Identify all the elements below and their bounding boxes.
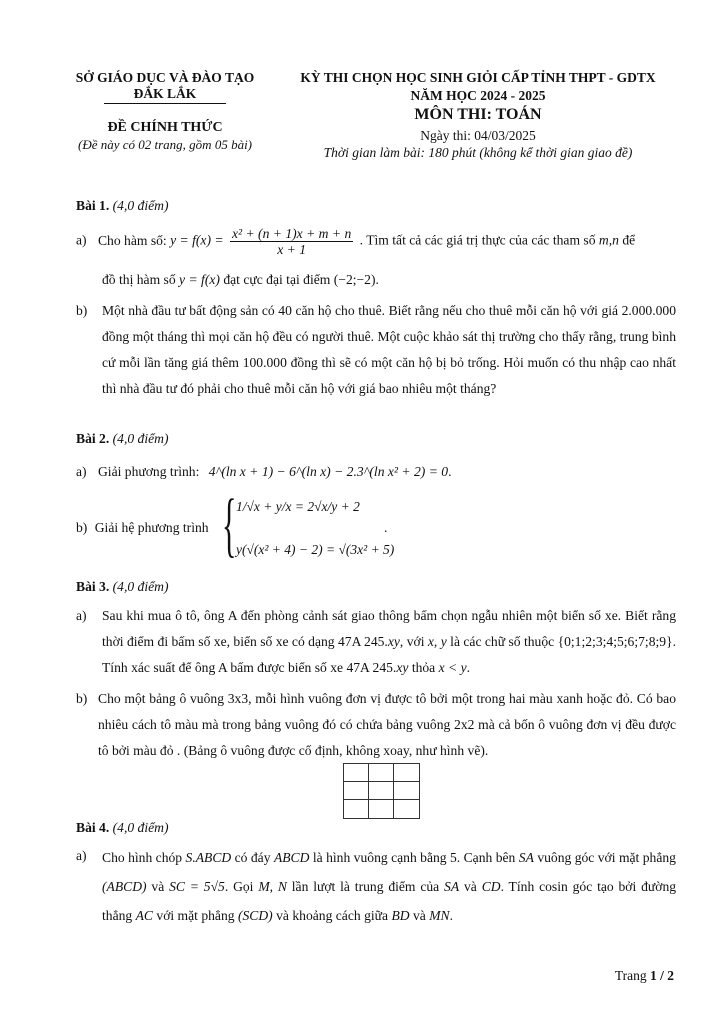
bai4-a-t12: với mặt phẳng: [156, 908, 235, 923]
bai3-points: (4,0 điểm): [112, 579, 169, 594]
bai4-a-t3: là hình vuông cạnh bằng 5. Cạnh bên: [312, 850, 516, 865]
bai4-a-scd: (SCD): [237, 908, 273, 923]
grid-line: [344, 799, 419, 800]
header-underline: [104, 103, 226, 104]
bai3-a-text4: . Tính xác suất để ông A bấm được biển số xe 47A 245.: [102, 634, 676, 675]
bai1-a-text4: đồ thị hàm số: [102, 272, 176, 287]
bai3-heading: [76, 574, 169, 600]
exam-duration: Thời gian làm bài: 180 phút (không kể thời gian giao đề): [323, 145, 633, 160]
bai4-a-t2: có đáy: [234, 850, 271, 865]
bai4-a-t6: và: [151, 879, 165, 894]
exam-title: KỲ THI CHỌN HỌC SINH GIỎI CẤP TỈNH THPT - GDTX: [300, 70, 656, 85]
page-prefix: Trang: [614, 968, 647, 983]
pages-note: (Đề này có 02 trang, gồm 05 bài): [77, 137, 253, 152]
bai4-a-t13: và khoảng cách giữa: [276, 908, 389, 923]
bai4-a: [76, 843, 676, 930]
bai2-a-label: a): [76, 464, 87, 479]
bai1-a-text2: . Tìm tất cả các giá trị thực của các tham số: [359, 232, 596, 248]
bai2-points: (4,0 điểm): [112, 431, 169, 446]
bai2-title: Bài 2.: [76, 431, 110, 446]
subject-title: MÔN THI: TOÁN: [414, 106, 542, 123]
bai2-b-eq1: 1/√x + y/x = 2√x/y + 2: [236, 499, 360, 514]
bai2-a-text: Giải phương trình:: [97, 464, 200, 479]
bai1-a-frac-den: x + 1: [277, 242, 307, 257]
system-brace: {: [222, 486, 237, 566]
bai4-a-t5: mặt phẳng: [618, 850, 676, 865]
bai4-a-t1: Cho hình chóp: [102, 850, 183, 865]
bai1-a-yfx: y = f(x): [179, 272, 220, 287]
bai3-title: Bài 3.: [76, 579, 110, 594]
bai3-a-text3: là các chữ số thuộc: [450, 634, 555, 649]
bai4-heading: [76, 815, 169, 841]
bai2-b-eq2: y(√(x² + 4) − 2) = √(3x² + 5): [236, 542, 395, 557]
bai3-a-label: a): [76, 608, 87, 623]
bai3-a-text2: , với: [399, 634, 425, 649]
bai2-a-equation: 4^(ln x + 1) − 6^(ln x) − 2.3^(ln x² + 2) = 0: [208, 464, 449, 479]
bai1-a-params: m,n: [598, 232, 619, 248]
grid-line: [368, 764, 369, 818]
bai3-b-label: b): [76, 691, 88, 706]
bai3-a-ineq: x < y: [438, 660, 467, 675]
bai4-a-t14: và: [412, 908, 426, 923]
bai1-a-text3: để: [622, 232, 636, 248]
bai4-a-t9: và: [464, 879, 477, 894]
bai3-a-text5: thỏa: [411, 660, 436, 675]
bai2-heading: [76, 426, 169, 452]
bai4-a-mn-pts: M, N: [258, 879, 287, 894]
bai4-a-cd: CD: [481, 879, 501, 894]
dept-name: SỞ GIÁO DỤC VÀ ĐÀO TẠO: [75, 70, 255, 85]
exam-date: Ngày thi: 04/03/2025: [420, 128, 536, 143]
bai1-title: Bài 1.: [76, 198, 110, 213]
bai3-b-text: Cho một bảng ô vuông 3x3, mỗi hình vuông đơn vị được tô bởi một trong hai màu xanh hoặc đỏ. Có bao nhiêu cách tô màu mà trong bảng vuông đó có chứa bảng vuông 2x2 mà cả bốn ô vuông đơn vị đều được tô bởi màu đỏ . (Bảng ô vuông được cố định, không xoay, như hình vẽ).: [98, 691, 676, 758]
bai4-points: (4,0 điểm): [112, 820, 169, 835]
bai4-a-ac: AC: [135, 908, 153, 923]
bai1-heading: [76, 193, 169, 219]
bai3-a-xy-pair: x, y: [427, 634, 447, 649]
bai3-a-body: Sau khi mua ô tô, ông A đến phòng cảnh sát giao thông bấm chọn ngẫu nhiên một biển số xe. Biết rằng thời điểm đi bấm số xe, biển số xe có dạng 47A 245.xy, với x, y là các chữ số thuộc {0;1;2;3;4;5;6;7;8;9}. Tính xác suất để ông A bấm được biển số xe 47A 245.xy thỏa x < y.: [102, 608, 676, 675]
bai1-a: [76, 226, 676, 257]
bai4-a-sc: SC = 5√5: [169, 879, 225, 894]
bai4-a-abcd: ABCD: [273, 850, 310, 865]
bai3-a-text1: Sau khi mua ô tô, ông A đến phòng cảnh sát giao thông bấm chọn ngẫu nhiên một biển số xe. Biết rằng thời điểm đi bấm số xe, biển số xe có dạng 47A 245.: [102, 608, 676, 649]
bai3-a-set: {0;1;2;3;4;5;6;7;8;9}: [557, 634, 673, 649]
bai4-a-t8: lần lượt là trung điểm của: [291, 879, 440, 894]
bai2-b: [76, 515, 216, 541]
bai3-a-xy: xy: [387, 634, 400, 649]
bai4-a-sa2: SA: [444, 879, 460, 894]
bai4-a-abcd-plane: (ABCD): [102, 879, 147, 894]
bai3-a-xy2: xy: [396, 660, 409, 675]
bai4-a-sa: SA: [518, 850, 534, 865]
bai1-b-label: b): [76, 303, 88, 318]
bai2-b-text: Giải hệ phương trình: [94, 520, 209, 535]
bai4-a-bd: BD: [391, 908, 410, 923]
grid-line: [393, 764, 394, 818]
bai4-a-t15: .: [449, 908, 454, 923]
bai1-b: [76, 298, 676, 402]
bai4-a-body: [102, 843, 676, 930]
official-label: ĐỀ CHÍNH THỨC: [107, 120, 223, 135]
bai4-a-t10: . Tính: [500, 879, 535, 894]
bai1-a-frac-num: x² + (n + 1)x + m + n: [231, 226, 352, 241]
bai1-a-text5: đạt cực đại tại điểm: [223, 272, 331, 287]
bai4-a-label: a): [76, 848, 87, 863]
grid-line: [344, 781, 419, 782]
bai1-a-fraction: [230, 226, 353, 257]
page-footer: [600, 968, 674, 984]
bai4-a-t11: cosin góc tạo bởi đường thẳng: [102, 879, 677, 923]
bai4-a-mn: MN: [429, 908, 450, 923]
bai4-a-t7: . Gọi: [224, 879, 254, 894]
bai1-a-point: (−2;−2): [333, 272, 376, 287]
bai1-a-line2: đồ thị hàm số y = f(x) đạt cực đại tại điểm (−2;−2).: [102, 272, 379, 287]
bai4-a-t4: vuông góc với: [537, 850, 616, 865]
bai3-a: [76, 603, 676, 681]
province-name: ĐẮK LẮK: [133, 86, 197, 101]
bai3-b: [76, 686, 676, 764]
school-year: NĂM HỌC 2024 - 2025: [410, 88, 546, 103]
bai1-b-text: Một nhà đầu tư bất động sản có 40 căn hộ cho thuê. Biết rằng nếu cho thuê mỗi căn hộ với giá 2.000.000 đồng một tháng thì mọi căn hộ đều có người thuê. Một cuộc khảo sát thị trường cho thấy rằng, trung bình cứ mỗi lần tăng giá thêm 100.000 đồng thì sẽ có một căn hộ bị bỏ trống. Hỏi muốn có thu nhập cao nhất thì nhà đầu tư đó phải cho thuê mỗi căn hộ với giá bao nhiêu một tháng?: [102, 303, 676, 396]
bai2-a: a) Giải phương trình: 4^(ln x + 1) − 6^(ln x) − 2.3^(ln x² + 2) = 0.: [76, 464, 452, 479]
bai2-b-period: .: [384, 520, 388, 535]
bai4-a-sabcd: S.ABCD: [185, 850, 232, 865]
bai4-title: Bài 4.: [76, 820, 110, 835]
bai1-a-text1: Cho hàm số:: [97, 232, 167, 248]
bai2-b-label: b): [76, 520, 88, 535]
bai1-a-label: a): [76, 232, 87, 248]
bai1-points: (4,0 điểm): [112, 198, 169, 213]
bai1-a-func: y = f(x) =: [170, 232, 224, 248]
grid-3x3-figure: [343, 763, 420, 819]
page-number: 1 / 2: [649, 968, 674, 983]
